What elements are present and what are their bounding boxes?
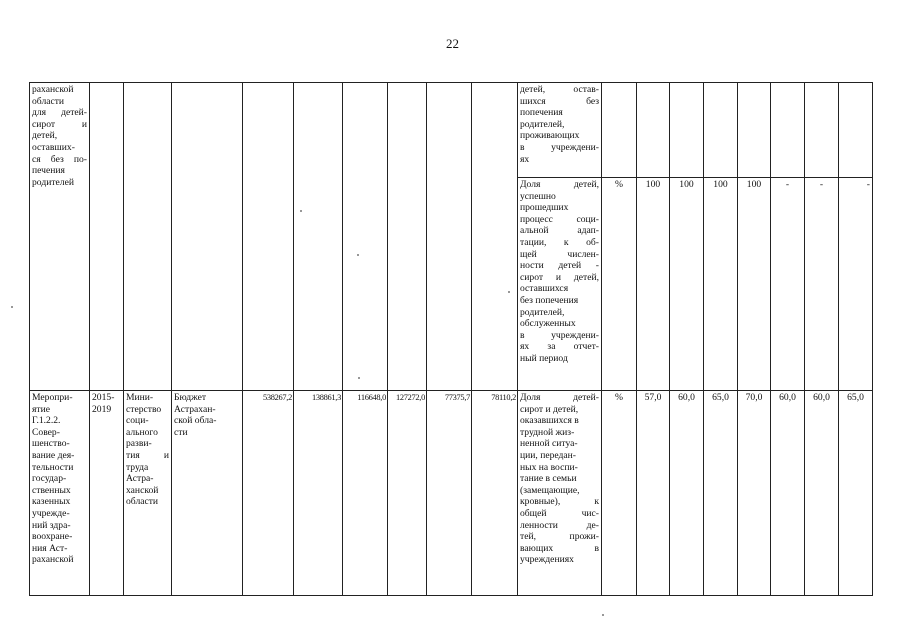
text-line: проживающих (520, 130, 580, 142)
text-line: разви- (126, 438, 152, 450)
value-cell: 70,0 (738, 391, 771, 596)
text-line: родителей, (520, 306, 565, 318)
funding-total-cell (243, 83, 294, 391)
text-line: ленности де- (520, 519, 599, 531)
text-line: шенство- (32, 438, 70, 450)
value-cell (805, 83, 839, 178)
text-line: тей, прожи- (520, 531, 599, 543)
value-cell: - (771, 178, 805, 391)
text-line: кровные), к (520, 496, 599, 508)
scan-speck (11, 306, 13, 308)
funding-2017-cell: 127272,0 (388, 391, 427, 596)
text-line: для детей- (32, 107, 87, 119)
text-line: сирот и (32, 118, 87, 130)
text-line: Бюджет (174, 392, 207, 403)
text-line: Мини- (126, 392, 154, 403)
indicator-cell (518, 83, 602, 178)
funding-2016-cell (343, 83, 388, 391)
value-cell (704, 83, 738, 178)
text-line: ской обла- (174, 415, 217, 427)
source-cell (172, 391, 243, 596)
page-number: 22 (446, 36, 459, 51)
text-line: ненной ситуа- (520, 438, 578, 450)
text-line: в учреждени- (520, 141, 599, 153)
text-line: прошедших (520, 202, 569, 214)
text-line: Г.1.2.2. (32, 415, 61, 427)
text-line: общей чис- (520, 507, 599, 519)
text-line: тельности (32, 461, 74, 473)
text-line: соци- (126, 415, 149, 427)
text-line: в учреждени- (520, 329, 599, 341)
period-cell (90, 391, 124, 596)
text-line: ных на воспи- (520, 461, 578, 473)
text-line: ности детей - (520, 260, 599, 272)
text-line: оставшихся (520, 283, 569, 295)
text-line: щей числен- (520, 248, 599, 260)
funding-2018-cell (427, 83, 472, 391)
text-line: трудной жиз- (520, 426, 575, 438)
text-line: 2015- (92, 392, 115, 403)
text-line: (замещающие, (520, 484, 580, 496)
text-line: печения (32, 165, 65, 177)
funding-2015-cell (294, 83, 343, 391)
text-line: успешно (520, 190, 556, 202)
text-line: оказавшихся в (520, 415, 579, 427)
funding-2016-cell: 116648,0 (343, 391, 388, 596)
text-line: ся без по- (32, 153, 87, 165)
text-line: области (32, 95, 65, 107)
funding-total-cell: 538267,2 (243, 391, 294, 596)
text-line: детей, (32, 130, 58, 142)
text-line: области (126, 496, 159, 508)
program-table (29, 82, 873, 596)
value-cell: 100 (637, 178, 670, 391)
executor-cell (124, 391, 172, 596)
value-cell: - (805, 178, 839, 391)
value-cell: 100 (738, 178, 771, 391)
scan-speck (358, 377, 360, 379)
text-line: попечения (520, 107, 563, 119)
funding-2018-cell: 77375,7 (427, 391, 472, 596)
text-line: казенных (32, 496, 71, 508)
value-cell: 100 (670, 178, 704, 391)
text-line: обслуженных (520, 318, 576, 330)
value-cell (771, 83, 805, 178)
scan-speck (300, 210, 302, 212)
text-line: тание в семьи (520, 473, 577, 485)
text-line: шихся без (520, 95, 599, 107)
scan-speck (508, 291, 510, 293)
value-cell (670, 83, 704, 178)
table-row (30, 391, 873, 596)
indicator-cell (518, 178, 602, 391)
text-line: Меропри- (32, 392, 73, 403)
text-line: альной адап- (520, 225, 599, 237)
text-line: раханской (32, 84, 74, 95)
text-line: ального (126, 426, 158, 438)
text-line: ятие (32, 403, 50, 415)
period-cell (90, 83, 124, 391)
funding-2019-cell: 78110,2 (472, 391, 518, 596)
unit-cell: % (602, 178, 637, 391)
text-line: Совер- (32, 426, 60, 438)
text-line: тия и (126, 449, 169, 461)
value-cell: 60,0 (670, 391, 704, 596)
text-line: раханской (32, 554, 74, 566)
text-line: родителей (32, 176, 74, 188)
text-line: ях (520, 153, 530, 165)
unit-cell: % (602, 391, 637, 596)
value-cell (839, 83, 873, 178)
text-line: вающих в (520, 542, 599, 554)
indicator-cell (518, 391, 602, 596)
measure-name-cell (30, 391, 90, 596)
text-line: родителей, (520, 118, 565, 130)
text-line: Астра- (126, 473, 154, 485)
text-line: Астрахан- (174, 403, 216, 415)
text-line: тации, к об- (520, 236, 599, 248)
unit-cell (602, 83, 637, 178)
scan-speck (602, 614, 604, 616)
text-line: сирот и детей, (520, 403, 579, 415)
measure-name-cell (30, 83, 90, 391)
value-cell: 60,0 (771, 391, 805, 596)
text-line: ный период (520, 352, 568, 364)
text-line: без попечения (520, 294, 579, 306)
funding-2015-cell: 138861,3 (294, 391, 343, 596)
text-line: Доля детей- (520, 392, 599, 403)
value-cell: - (839, 178, 873, 391)
funding-2017-cell (388, 83, 427, 391)
scan-speck (357, 254, 359, 256)
text-line: Доля детей, (520, 179, 599, 190)
text-line: учреждениях (520, 554, 574, 566)
text-line: ханской (126, 484, 159, 496)
funding-2019-cell (472, 83, 518, 391)
text-line: стерство (126, 403, 162, 415)
value-cell (738, 83, 771, 178)
text-line: ях за отчет- (520, 341, 599, 353)
text-line: 2019 (92, 403, 112, 415)
text-line: ния Аст- (32, 542, 68, 554)
value-cell: 57,0 (637, 391, 670, 596)
text-line: вание дея- (32, 449, 75, 461)
text-line: ственных (32, 484, 71, 496)
executor-cell (124, 83, 172, 391)
value-cell: 60,0 (805, 391, 839, 596)
text-line: сти (174, 426, 188, 438)
text-line: детей, остав- (520, 84, 599, 95)
value-cell: 100 (704, 178, 738, 391)
text-line: ний здра- (32, 519, 71, 531)
source-cell (172, 83, 243, 391)
table-row (30, 83, 873, 178)
text-line: ции, передан- (520, 449, 576, 461)
text-line: труда (126, 461, 149, 473)
text-line: сирот и детей, (520, 271, 599, 283)
value-cell: 65,0 (704, 391, 738, 596)
text-line: воохране- (32, 531, 73, 543)
text-line: оставших- (32, 141, 75, 153)
value-cell: 65,0 (839, 391, 873, 596)
text-line: учрежде- (32, 507, 70, 519)
text-line: процесс соци- (520, 213, 599, 225)
value-cell (637, 83, 670, 178)
text-line: государ- (32, 473, 67, 485)
